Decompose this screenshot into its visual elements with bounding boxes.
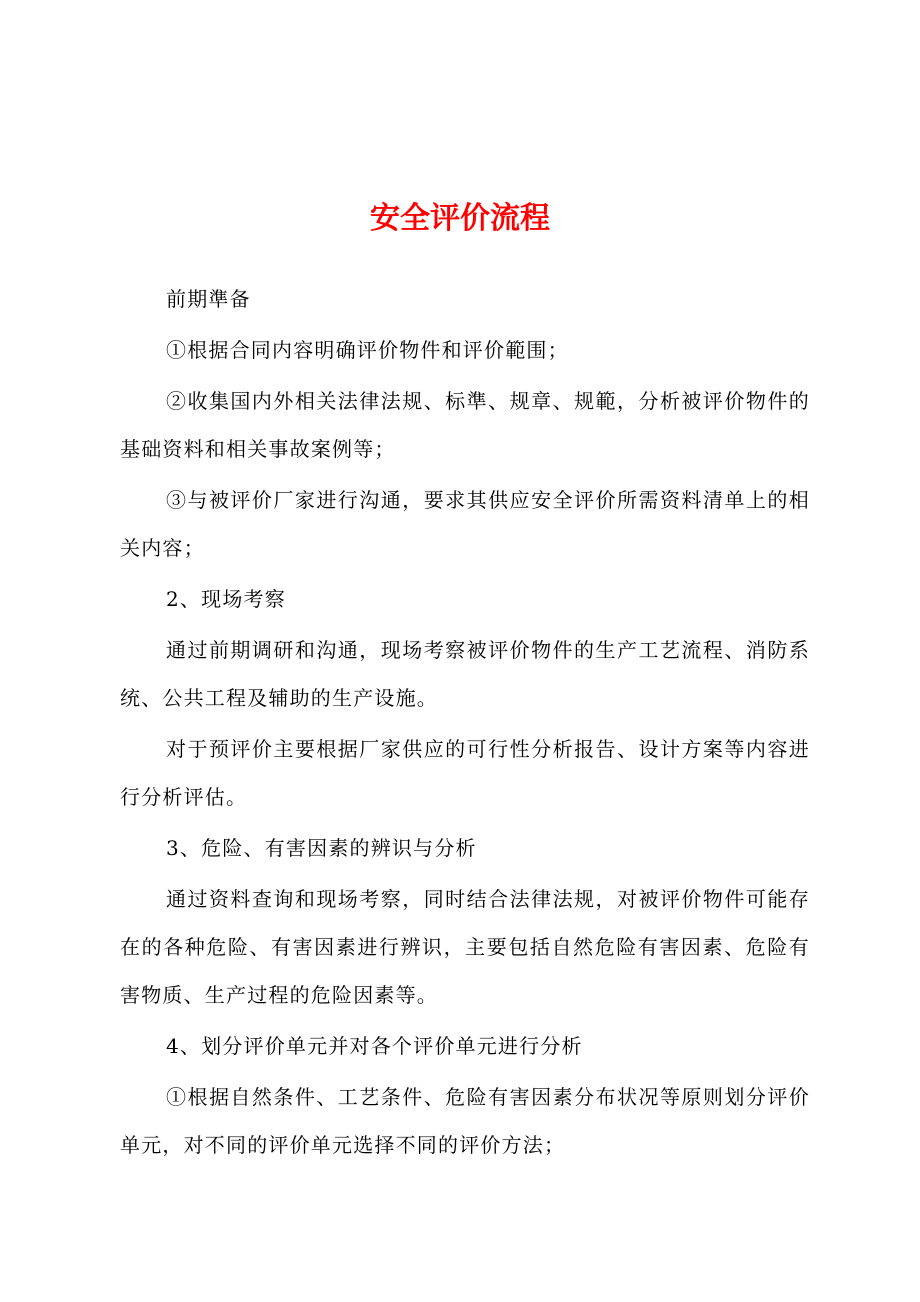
paragraph-site-inspection-heading: 2、现场考察 [166,587,286,611]
paragraph-item-3: ③与被评价厂家进行沟通，要求其供应安全评价所需资料清单上的相关内容； [120,488,810,560]
paragraph-unit-division-heading: 4、划分评价单元并对各个评价单元进行分析 [166,1034,583,1058]
paragraph-unit-division-item-1: ①根据自然条件、工艺条件、危险有害因素分布状况等原则划分评价单元，对不同的评价单元选择不同的评价方法； [120,1085,810,1157]
paragraph-hazard-heading: 3、危险、有害因素的辨识与分析 [166,836,477,860]
paragraph-item-2: ②收集国内外相关法律法规、标準、规章、规範，分析被评价物件的基础资料和相关事故案例等； [120,389,810,461]
document-body [120,275,810,1172]
paragraph-hazard-body: 通过资料查询和现场考察，同时结合法律法规，对被评价物件可能存在的各种危险、有害因素进行辨识，主要包括自然危险有害因素、危险有害物质、生产过程的危险因素等。 [120,887,810,1007]
paragraph-preparation-heading: 前期準备 [166,287,251,311]
paragraph-pre-evaluation: 对于预评价主要根据厂家供应的可行性分析报告、设计方案等内容进行分析评估。 [120,737,810,809]
document-title: 安全评价流程 [370,201,550,236]
paragraph-item-1: ①根据合同内容明确评价物件和评价範围； [166,338,569,362]
paragraph-site-inspection-body: 通过前期调研和沟通，现场考察被评价物件的生产工艺流程、消防系统、公共工程及辅助的生产设施。 [120,638,810,710]
